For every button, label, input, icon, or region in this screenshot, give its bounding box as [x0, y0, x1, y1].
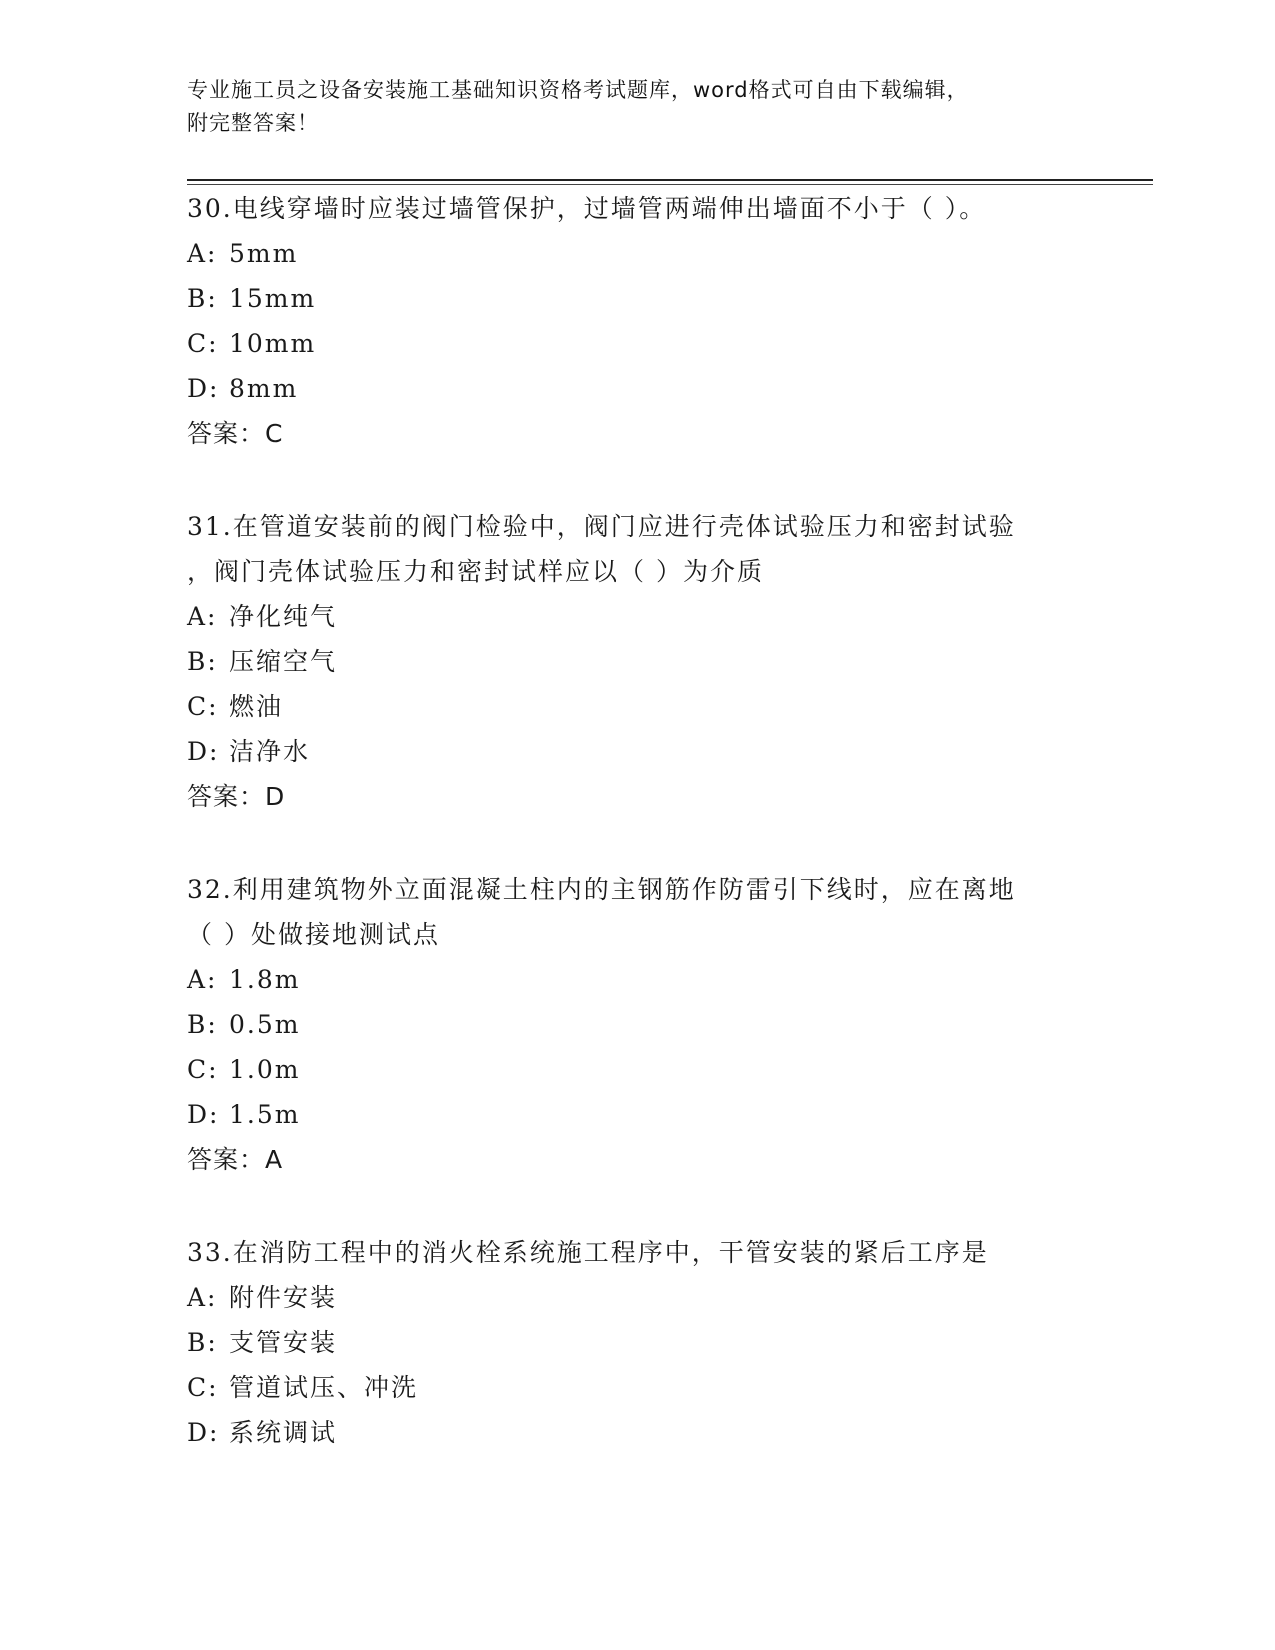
option-label: B: [187, 1328, 218, 1357]
option-text: 15mm [229, 284, 317, 313]
option-label: D: [187, 737, 220, 766]
option-label: D: [187, 1418, 220, 1447]
answer-option [187, 276, 1087, 321]
question-text: 30.电线穿墙时应装过墙管保护，过墙管两端伸出墙面不小于（ ）。 [187, 194, 987, 223]
question-block [187, 504, 1087, 819]
answer-option [187, 729, 1087, 774]
option-label: C: [187, 1055, 219, 1084]
option-label: A: [187, 239, 218, 268]
option-label: C: [187, 329, 219, 358]
option-text: 1.5m [229, 1100, 301, 1129]
question-list [187, 186, 1087, 1503]
answer-option [187, 594, 1087, 639]
question-block [187, 186, 1087, 456]
option-label: C: [187, 1373, 219, 1402]
answer-key: 答案：C [187, 419, 284, 448]
option-text: 10mm [229, 329, 317, 358]
option-label: B: [187, 284, 218, 313]
question-text: （ ）处做接地测试点 [187, 920, 440, 949]
option-label: D: [187, 374, 220, 403]
document-header [187, 74, 1067, 140]
option-label: A: [187, 1283, 218, 1312]
option-text: 5mm [229, 239, 299, 268]
question-block [187, 867, 1087, 1182]
option-label: A: [187, 602, 218, 631]
option-label: B: [187, 1010, 218, 1039]
header-divider [187, 179, 1153, 181]
answer-option [187, 684, 1087, 729]
answer-option [187, 957, 1087, 1002]
answer-option [187, 1275, 1087, 1320]
answer-option [187, 1410, 1087, 1455]
answer-option [187, 321, 1087, 366]
answer-option [187, 366, 1087, 411]
option-label: C: [187, 692, 219, 721]
option-text: 压缩空气 [229, 647, 338, 676]
header-line: 附完整答案！ [187, 111, 319, 135]
answer-option [187, 1320, 1087, 1365]
option-label: A: [187, 965, 218, 994]
answer-key: 答案：D [187, 782, 286, 811]
option-text: 8mm [229, 374, 299, 403]
option-text: 管道试压、冲洗 [229, 1373, 419, 1402]
option-text: 净化纯气 [229, 602, 338, 631]
question-text: 33.在消防工程中的消火栓系统施工程序中，干管安装的紧后工序是 [187, 1238, 989, 1267]
option-text: 洁净水 [229, 737, 311, 766]
answer-key: 答案：A [187, 1145, 284, 1174]
option-text: 系统调试 [229, 1418, 338, 1447]
option-text: 燃油 [229, 692, 284, 721]
option-text: 0.5m [229, 1010, 301, 1039]
answer-option [187, 1047, 1087, 1092]
question-text: ，阀门壳体试验压力和密封试样应以（ ）为介质 [187, 557, 764, 586]
header-line: 专业施工员之设备安装施工基础知识资格考试题库，word格式可自由下载编辑， [187, 78, 969, 102]
answer-option [187, 1092, 1087, 1137]
answer-option [187, 639, 1087, 684]
option-label: B: [187, 647, 218, 676]
answer-option [187, 1365, 1087, 1410]
option-text: 1.8m [229, 965, 301, 994]
option-label: D: [187, 1100, 220, 1129]
question-text: 31.在管道安装前的阀门检验中，阀门应进行壳体试验压力和密封试验 [187, 512, 1016, 541]
option-text: 1.0m [229, 1055, 301, 1084]
option-text: 附件安装 [229, 1283, 338, 1312]
answer-option [187, 1002, 1087, 1047]
header-divider-thin [187, 184, 1153, 185]
answer-option [187, 231, 1087, 276]
question-block [187, 1230, 1087, 1455]
option-text: 支管安装 [229, 1328, 338, 1357]
question-text: 32.利用建筑物外立面混凝土柱内的主钢筋作防雷引下线时，应在离地 [187, 875, 1016, 904]
